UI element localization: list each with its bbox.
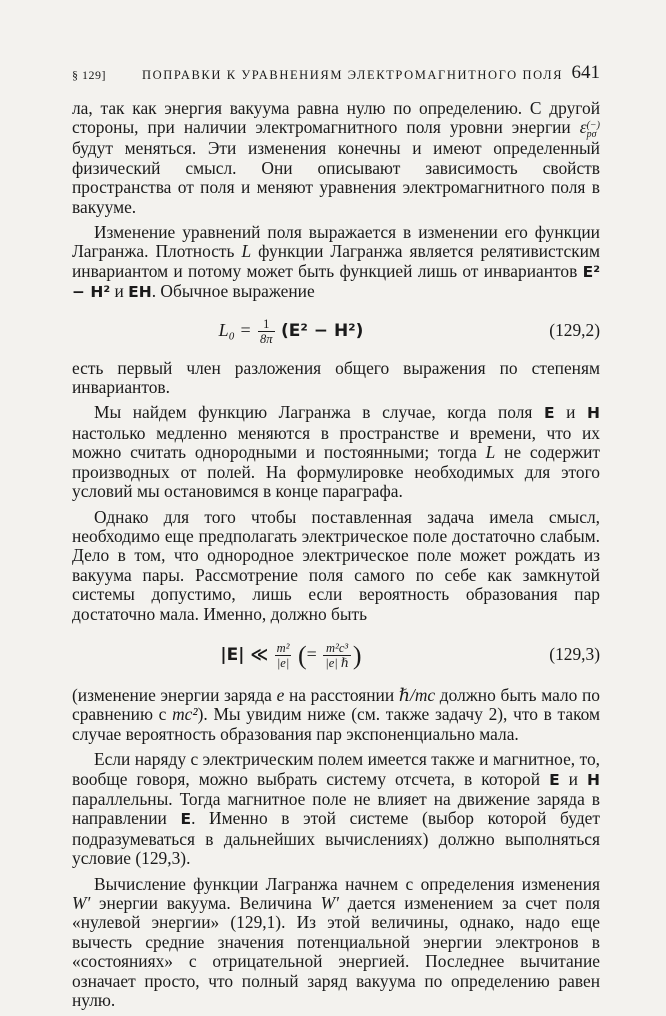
text-run: настолько медленно меняются в пространстве и времени, что их можно считать однородными и постоянными; тогда <box>72 422 600 463</box>
text-run: и <box>554 402 588 423</box>
paragraph-6 <box>72 686 600 744</box>
text-run: будут меняться. Эти изменения конечны и имеют определенный физический смысл. Они описывают зависимость свойств пространства от поля и меняют уравнения электромагнитного поля в вакууме. <box>72 138 600 217</box>
text-run: дается изменением за счет поля «нулевой энергии» (129,1). Из этой величины, однако, надо еще вычесть средние значения потенциальной энергии электронов в «состояниях» с отрицательной энергией. Последнее вычитание означает просто, что полный заряд вакуума по определению равен нулю. <box>72 893 600 1011</box>
compton-length: ℏ/mc <box>398 684 436 705</box>
close-paren: ) <box>352 640 362 670</box>
paragraph-2 <box>72 223 600 303</box>
paragraph-7 <box>72 750 600 868</box>
running-header <box>72 62 600 88</box>
symbol-E: E <box>543 404 555 423</box>
numerator: m²c³ <box>323 641 351 656</box>
equation-129-2 <box>72 311 600 349</box>
running-title: ПОПРАВКИ К УРАВНЕНИЯМ ЭЛЕКТРОМАГНИТНОГО ПОЛЯ <box>142 68 564 82</box>
eq-lhs: L₀ = <box>218 319 252 340</box>
text-run: Если наряду с электрическим полем имеется также и магнитное, то, вообще говоря, можно выбрать систему отсчета, в которой <box>72 749 600 789</box>
numerator: m² <box>276 641 290 656</box>
symbol-H: H <box>587 770 600 789</box>
text-run: должно быть мало по сравнению с <box>72 684 600 725</box>
equation-129-3 <box>72 632 600 676</box>
equation-expression <box>72 632 510 678</box>
text-run: . Обычное выражение <box>151 281 315 302</box>
symbol-W-prime: W′ <box>72 893 91 913</box>
text-run: и <box>559 768 588 789</box>
equation-number: (129,3) <box>549 643 600 664</box>
equation-number: (129,2) <box>549 319 600 340</box>
text-run: (изменение энергии заряда <box>72 684 277 705</box>
denominator: |e| ℏ <box>325 656 349 671</box>
text-run: функции Лагранжа является релятивистским инвариантом и потому может быть функцией лишь от инвариантов <box>72 241 600 281</box>
subscript: pσ <box>586 129 597 141</box>
paragraph-8 <box>72 875 600 1011</box>
denominator: 8π <box>260 332 273 347</box>
symbol-W-prime: W′ <box>320 893 339 913</box>
invariant-2: EH <box>128 283 152 302</box>
open-paren: ( <box>297 640 307 670</box>
fraction-2 <box>323 641 351 670</box>
page-number: 641 <box>571 62 600 83</box>
superscript: (−) <box>586 120 600 132</box>
invariant-1: E² − H² <box>72 262 600 302</box>
symbol-L: L <box>485 442 496 463</box>
energy-level-symbol <box>579 117 600 141</box>
fraction-1 <box>275 641 292 670</box>
eq-rhs: (E² − H²) <box>281 320 364 341</box>
section-marker: § 129] <box>72 68 106 82</box>
symbol-e: e <box>276 684 285 705</box>
text-run: ла, так как энергия вакуума равна нулю по определению. С другой стороны, при наличии электромагнитного поля уровни энергии <box>72 98 600 138</box>
text-run: и <box>110 281 129 302</box>
text-run: Изменение уравнений поля выражается в изменении его функции Лагранжа. Плотность <box>72 222 600 262</box>
text-run: ). Мы увидим ниже (см. также задачу 2), что в таком случае вероятность образования пар экспоненциально мала. <box>72 704 601 744</box>
text-run: Мы найдем функцию Лагранжа в случае, когда поля <box>94 402 544 423</box>
paragraph-3: есть первый член разложения общего выражения по степеням инвариантов. <box>72 357 600 398</box>
symbol-epsilon: ε <box>579 117 587 138</box>
text-run: параллельны. Тогда магнитное поле не влияет на движение заряда в направлении <box>72 788 600 829</box>
eq-lhs: |E| ≪ <box>220 644 269 665</box>
equation-expression <box>72 311 510 350</box>
paragraph-4 <box>72 403 600 501</box>
equals-sign: = <box>306 643 317 664</box>
text-run: Вычисление функции Лагранжа начнем с определения изменения <box>94 873 600 894</box>
text-run: энергии вакуума. Величина <box>90 893 321 913</box>
fraction <box>258 317 275 346</box>
text-run: . Именно в этой системе (выбор которой будет подразумеваться в дальнейших вычислениях) должно выполняться условие (129,3). <box>72 808 600 869</box>
page-body <box>72 99 600 1016</box>
symbol-E: E <box>549 770 560 789</box>
text-run: на расстоянии <box>284 684 399 705</box>
symbol-L: L <box>241 241 252 262</box>
text-run: не содержит производных от полей. На формулировке необходимых для этого условий мы остановимся в конце параграфа. <box>72 442 600 502</box>
rest-energy: mc² <box>172 704 198 725</box>
symbol-E: E <box>180 810 192 829</box>
paragraph-1 <box>72 99 600 217</box>
denominator: |e| <box>276 656 290 671</box>
paragraph-5: Однако для того чтобы поставленная задача имела смысл, необходимо еще предполагать электрическое поле достаточно слабым. Дело в том, что однородное электрическое поле может рождать из вакуума пары. Рассмотрение поля самого по себе как замкнутой системы допустимо, лишь если вероятность образования пар достаточно мала. Именно, должно быть <box>72 506 600 624</box>
symbol-H: H <box>587 404 600 423</box>
numerator: 1 <box>258 317 275 332</box>
